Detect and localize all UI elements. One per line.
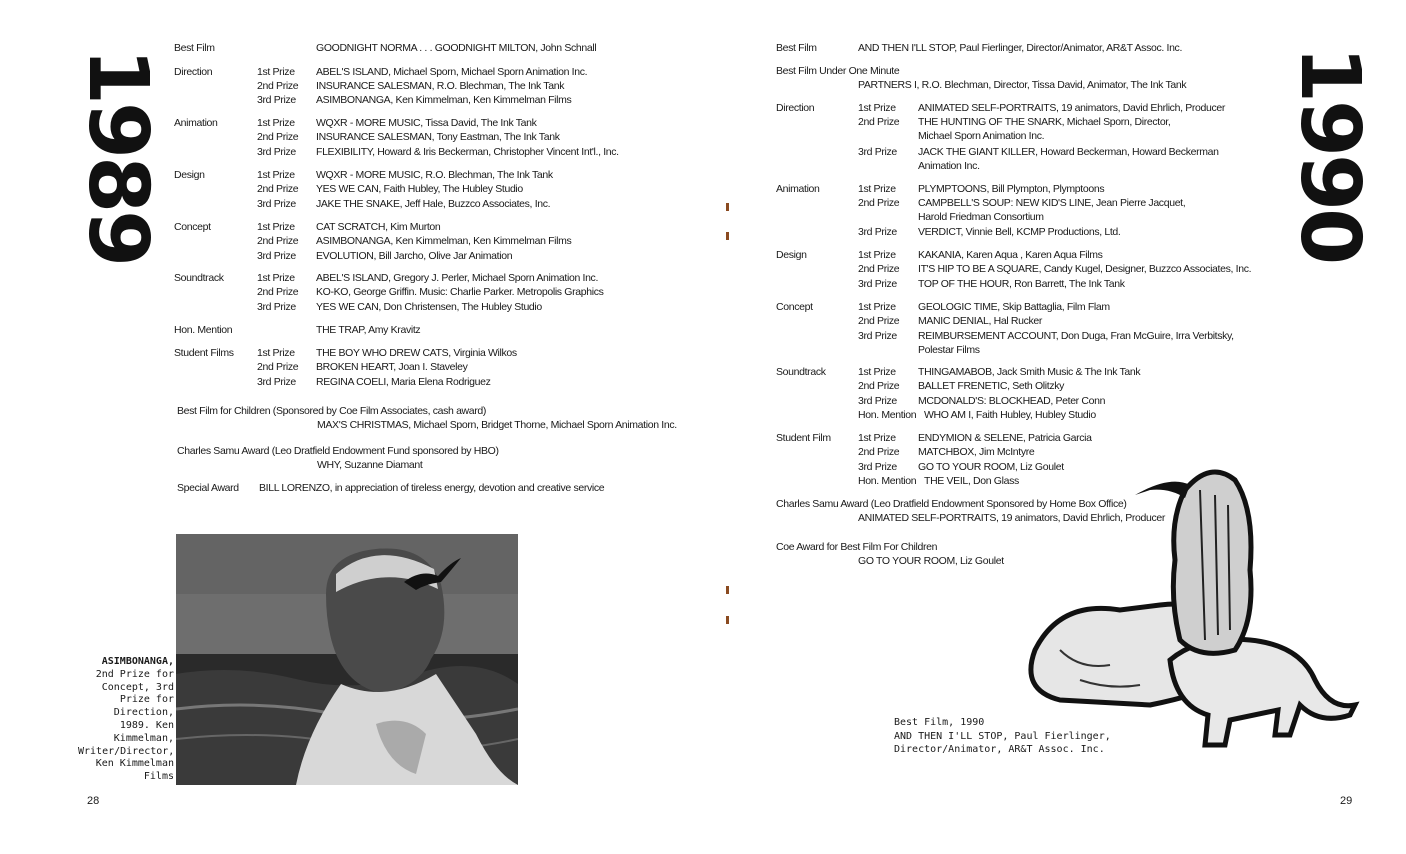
coe-award-title: Coe Award for Best Film For Children xyxy=(776,541,938,553)
award-entry: IT'S HIP TO BE A SQUARE, Candy Kugel, Designer, Buzzco Associates, Inc. xyxy=(918,263,1252,275)
award-entry: FLEXIBILITY, Howard & Iris Beckerman, Christopher Vincent Int'l., Inc. xyxy=(316,146,619,158)
award-entry: ASIMBONANGA, Ken Kimmelman, Ken Kimmelman Films xyxy=(316,94,572,106)
award-place: 3rd Prize xyxy=(257,146,296,158)
award-place: 3rd Prize xyxy=(257,250,296,262)
year-heading-1990: 1990 xyxy=(1282,46,1377,263)
award-entry: YES WE CAN, Don Christensen, The Hubley Studio xyxy=(316,301,542,313)
award-place: 2nd Prize xyxy=(858,116,900,128)
award-place: 3rd Prize xyxy=(858,278,897,290)
year-heading-1989: 1989 xyxy=(70,48,165,265)
under-minute-entry: PARTNERS I, R.O. Blechman, Director, Tissa David, Animator, The Ink Tank xyxy=(858,79,1187,91)
under-minute-category: Best Film Under One Minute xyxy=(776,65,900,77)
award-place: 1st Prize xyxy=(858,301,896,313)
award-entry: REGINA COELI, Maria Elena Rodriguez xyxy=(316,376,491,388)
award-place: 3rd Prize xyxy=(257,376,296,388)
award-place: 3rd Prize xyxy=(858,146,897,158)
coe-award-entry: GO TO YOUR ROOM, Liz Goulet xyxy=(858,555,1004,567)
award-entry: ENDYMION & SELENE, Patricia Garcia xyxy=(918,432,1092,444)
samu-award-title-1989: Charles Samu Award (Leo Dratfield Endowment Fund sponsored by HBO) xyxy=(177,445,499,457)
page-number-right: 29 xyxy=(1340,795,1353,807)
award-entry: Animation Inc. xyxy=(918,160,980,172)
award-category: Direction xyxy=(174,66,213,78)
award-place: 1st Prize xyxy=(858,183,896,195)
award-entry: JAKE THE SNAKE, Jeff Hale, Buzzco Associates, Inc. xyxy=(316,198,551,210)
award-entry: GOODNIGHT NORMA . . . GOODNIGHT MILTON, John Schnall xyxy=(316,42,597,54)
award-entry: PLYMPTOONS, Bill Plympton, Plymptoons xyxy=(918,183,1105,195)
award-entry: INSURANCE SALESMAN, Tony Eastman, The Ink Tank xyxy=(316,131,560,143)
award-category: Animation xyxy=(776,183,820,195)
award-entry: Michael Sporn Animation Inc. xyxy=(918,130,1045,142)
award-place: 1st Prize xyxy=(257,347,295,359)
children-award-title: Best Film for Children (Sponsored by Coe Film Associates, cash award) xyxy=(177,405,487,417)
caption-line: Director/Animator, AR&T Assoc. Inc. xyxy=(894,744,1105,755)
award-place: 2nd Prize xyxy=(858,315,900,327)
caption-title: ASIMBONANGA, xyxy=(101,656,174,667)
award-entry: ABEL'S ISLAND, Michael Sporn, Michael Sporn Animation Inc. xyxy=(316,66,588,78)
award-category: Student Film xyxy=(776,432,831,444)
award-place: 1st Prize xyxy=(858,249,896,261)
samu-award-title-1990: Charles Samu Award (Leo Dratfield Endowment Sponsored by Home Box Office) xyxy=(776,498,1127,510)
special-award-category: Special Award xyxy=(177,482,239,494)
special-award-entry: BILL LORENZO, in appreciation of tireless energy, devotion and creative service xyxy=(259,482,605,494)
samu-award-entry-1990: ANIMATED SELF-PORTRAITS, 19 animators, David Ehrlich, Producer xyxy=(858,512,1166,524)
award-entry: JACK THE GIANT KILLER, Howard Beckerman, Howard Beckerman xyxy=(918,146,1219,158)
award-entry: EVOLUTION, Bill Jarcho, Olive Jar Animation xyxy=(316,250,513,262)
award-place: 1st Prize xyxy=(257,66,295,78)
award-place: Hon. Mention xyxy=(858,475,917,487)
award-entry: ABEL'S ISLAND, Gregory J. Perler, Michael Sporn Animation Inc. xyxy=(316,272,599,284)
award-place: 1st Prize xyxy=(257,169,295,181)
best-film-1990-category: Best Film xyxy=(776,42,817,54)
best-film-1990-entry: AND THEN I'LL STOP, Paul Fierlinger, Director/Animator, AR&T Assoc. Inc. xyxy=(858,42,1183,54)
award-place: 1st Prize xyxy=(257,221,295,233)
award-entry: ANIMATED SELF-PORTRAITS, 19 animators, David Ehrlich, Producer xyxy=(918,102,1226,114)
award-entry: YES WE CAN, Faith Hubley, The Hubley Studio xyxy=(316,183,523,195)
award-entry: Harold Friedman Consortium xyxy=(918,211,1044,223)
award-place: 2nd Prize xyxy=(257,235,299,247)
award-category: Hon. Mention xyxy=(174,324,233,336)
award-place: 2nd Prize xyxy=(858,446,900,458)
award-category: Animation xyxy=(174,117,218,129)
award-entry: KO-KO, George Griffin. Music: Charlie Parker. Metropolis Graphics xyxy=(316,286,604,298)
award-place: 3rd Prize xyxy=(858,395,897,407)
children-award-entry: MAX'S CHRISTMAS, Michael Sporn, Bridget Thorne, Michael Sporn Animation Inc. xyxy=(317,419,677,431)
award-entry: THE TRAP, Amy Kravitz xyxy=(316,324,421,336)
award-entry: BALLET FRENETIC, Seth Olitzky xyxy=(918,380,1065,392)
award-category: Best Film xyxy=(174,42,215,54)
samu-award-entry-1989: WHY, Suzanne Diamant xyxy=(317,459,423,471)
award-category: Concept xyxy=(776,301,813,313)
award-place: 3rd Prize xyxy=(858,461,897,473)
award-category: Soundtrack xyxy=(174,272,224,284)
award-entry: MANIC DENIAL, Hal Rucker xyxy=(918,315,1043,327)
award-place: 1st Prize xyxy=(257,117,295,129)
award-entry: CAMPBELL'S SOUP: NEW KID'S LINE, Jean Pierre Jacquet, xyxy=(918,197,1186,209)
award-place: 1st Prize xyxy=(858,432,896,444)
award-place: 1st Prize xyxy=(858,102,896,114)
caption-text: 2nd Prize for Concept, 3rd Prize for Direction, 1989. Ken Kimmelman, Writer/Director, Ken Kimmelman Films xyxy=(78,668,175,783)
award-entry: WQXR - MORE MUSIC, Tissa David, The Ink Tank xyxy=(316,117,537,129)
caption-line: Best Film, 1990 xyxy=(894,717,985,728)
award-place: 2nd Prize xyxy=(257,361,299,373)
award-entry: REIMBURSEMENT ACCOUNT, Don Duga, Fran McGuire, Irra Verbitsky, xyxy=(918,330,1234,342)
award-entry: CAT SCRATCH, Kim Murton xyxy=(316,221,441,233)
award-place: 2nd Prize xyxy=(858,197,900,209)
award-place: 1st Prize xyxy=(858,366,896,378)
award-category: Direction xyxy=(776,102,815,114)
award-place: 3rd Prize xyxy=(257,301,296,313)
award-entry: Polestar Films xyxy=(918,344,980,356)
award-entry: GEOLOGIC TIME, Skip Battaglia, Film Flam xyxy=(918,301,1110,313)
award-place: Hon. Mention xyxy=(858,409,917,421)
award-place: 2nd Prize xyxy=(858,380,900,392)
award-place: 2nd Prize xyxy=(257,286,299,298)
award-category: Design xyxy=(776,249,807,261)
award-entry: VERDICT, Vinnie Bell, KCMP Productions, Ltd. xyxy=(918,226,1121,238)
award-category: Concept xyxy=(174,221,211,233)
award-entry: THINGAMABOB, Jack Smith Music & The Ink Tank xyxy=(918,366,1141,378)
award-entry: MCDONALD'S: BLOCKHEAD, Peter Conn xyxy=(918,395,1106,407)
photo-caption-right xyxy=(894,716,1111,757)
award-entry: ASIMBONANGA, Ken Kimmelman, Ken Kimmelman Films xyxy=(316,235,572,247)
award-entry: GO TO YOUR ROOM, Liz Goulet xyxy=(918,461,1064,473)
award-place: 3rd Prize xyxy=(858,226,897,238)
award-place: 3rd Prize xyxy=(858,330,897,342)
award-place: 1st Prize xyxy=(257,272,295,284)
award-place: 2nd Prize xyxy=(257,131,299,143)
award-place: 2nd Prize xyxy=(257,80,299,92)
award-place: 2nd Prize xyxy=(257,183,299,195)
award-entry: THE HUNTING OF THE SNARK, Michael Sporn, Director, xyxy=(918,116,1171,128)
award-entry: TOP OF THE HOUR, Ron Barrett, The Ink Tank xyxy=(918,278,1125,290)
page-number-left: 28 xyxy=(87,795,100,807)
award-entry: WHO AM I, Faith Hubley, Hubley Studio xyxy=(924,409,1096,421)
award-place: 3rd Prize xyxy=(257,198,296,210)
award-entry: THE BOY WHO DREW CATS, Virginia Wilkos xyxy=(316,347,517,359)
award-entry: BROKEN HEART, Joan I. Staveley xyxy=(316,361,468,373)
award-entry: INSURANCE SALESMAN, R.O. Blechman, The Ink Tank xyxy=(316,80,565,92)
award-entry: WQXR - MORE MUSIC, R.O. Blechman, The Ink Tank xyxy=(316,169,553,181)
award-entry: THE VEIL, Don Glass xyxy=(924,475,1019,487)
award-category: Soundtrack xyxy=(776,366,826,378)
award-place: 2nd Prize xyxy=(858,263,900,275)
award-category: Design xyxy=(174,169,205,181)
award-category: Student Films xyxy=(174,347,234,359)
award-place: 3rd Prize xyxy=(257,94,296,106)
award-entry: KAKANIA, Karen Aqua , Karen Aqua Films xyxy=(918,249,1103,261)
caption-line: AND THEN I'LL STOP, Paul Fierlinger, xyxy=(894,730,1111,742)
dog-and-rider-drawing xyxy=(1000,450,1360,750)
award-entry: MATCHBOX, Jim McIntyre xyxy=(918,446,1035,458)
